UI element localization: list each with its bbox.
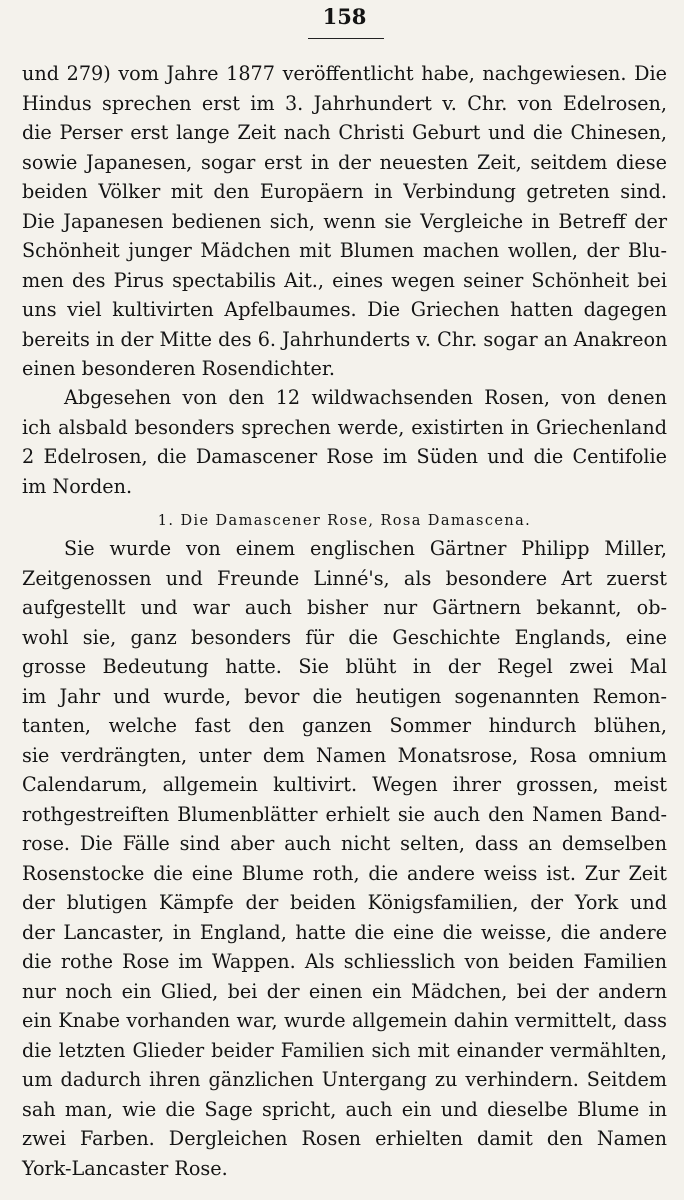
text-line: im Norden. — [22, 474, 133, 498]
text-line: einen besonderen Rosendichter. — [22, 357, 335, 380]
text-line: aufgestellt und war auch bisher nur Gärtnern bekannt, ob- — [22, 596, 667, 619]
text-line: Abgesehen von den 12 wildwachsenden Rosen, von denen — [64, 386, 667, 409]
book-page — [22, 0, 667, 1200]
text-line: grosse Bedeutung hatte. Sie blüht in der Regel zwei Mal — [22, 655, 667, 678]
text-line: Die Japanesen bedienen sich, wenn sie Vergleiche in Betreff der — [22, 209, 667, 233]
text-line: ich alsbald besonders sprechen werde, existirten in Griechenland — [22, 415, 667, 439]
paragraph-damascener-rose — [22, 534, 667, 1183]
text-line: bereits in der Mitte des 6. Jahrhunderts v. Chr. sogar an Anakreon — [22, 327, 668, 351]
paragraph-continuation — [22, 59, 667, 384]
text-line: Zeitgenossen und Freunde Linné's, als besondere Art zuerst — [22, 566, 667, 590]
text-line: rose. Die Fälle sind aber auch nicht selten, dass an demselben — [22, 832, 667, 855]
text-line: ein Knabe vorhanden war, wurde allgemein dahin vermittelt, dass — [22, 1009, 667, 1032]
text-line: 2 Edelrosen, die Damascener Rose im Süden und die Centifolie — [22, 445, 667, 468]
text-line: Hindus sprechen erst im 3. Jahrhundert v. Chr. von Edelrosen, — [22, 91, 667, 115]
text-line: sah man, wie die Sage spricht, auch ein und dieselbe Blume in — [22, 1097, 667, 1121]
text-line: York-Lancaster Rose. — [22, 1156, 228, 1180]
text-line: uns viel kultivirten Apfelbaumes. Die Griechen hatten dagegen — [22, 298, 667, 321]
text-line: men des Pirus spectabilis Ait., eines wegen seiner Schönheit bei — [22, 268, 667, 292]
text-line: Rosenstocke die eine Blume roth, die andere weiss ist. Zur Zeit — [22, 861, 667, 885]
text-line: nur noch ein Glied, bei der einen ein Mädchen, bei der andern — [22, 979, 667, 1003]
text-line: beiden Völker mit den Europäern in Verbindung getreten sind. — [22, 180, 667, 203]
page-number-underline — [308, 38, 384, 39]
text-line: die Perser erst lange Zeit nach Christi Geburt und die Chinesen, — [22, 121, 667, 144]
text-line: sie verdrängten, unter dem Namen Monatsrose, Rosa omnium — [22, 743, 667, 767]
text-line: der blutigen Kämpfe der beiden Königsfamilien, der York und — [22, 891, 667, 914]
text-line: sowie Japanesen, sogar erst in der neuesten Zeit, seitdem diese — [22, 150, 667, 174]
paragraph-rose-species — [22, 383, 667, 501]
text-line: wohl sie, ganz besonders für die Geschichte Englands, eine — [22, 625, 667, 649]
text-line: um dadurch ihren gänzlichen Untergang zu verhindern. Seitdem — [22, 1068, 667, 1091]
text-line: und 279) vom Jahre 1877 veröffentlicht habe, nachgewiesen. Die — [22, 62, 667, 85]
text-line: im Jahr und wurde, bevor die heutigen sogenannten Remon- — [22, 684, 667, 708]
text-line: der Lancaster, in England, hatte die eine die weisse, die andere — [22, 920, 667, 944]
page-number: 158 — [322, 4, 367, 29]
text-line: Schönheit junger Mädchen mit Blumen machen wollen, der Blu- — [22, 239, 667, 262]
text-line: tanten, welche fast den ganzen Sommer hindurch blühen, — [22, 714, 667, 737]
text-line: die rothe Rose im Wappen. Als schliesslich von beiden Familien — [22, 950, 667, 973]
text-line: zwei Farben. Dergleichen Rosen erhielten damit den Namen — [22, 1127, 667, 1150]
text-line: rothgestreiften Blumenblätter erhielt sie auch den Namen Band- — [22, 802, 667, 826]
section-heading: 1. Die Damascener Rose, Rosa Damascena. — [157, 513, 532, 529]
text-line: Calendarum, allgemein kultivirt. Wegen ihrer grossen, meist — [22, 773, 667, 796]
text-line: die letzten Glieder beider Familien sich mit einander vermählten, — [22, 1038, 667, 1062]
text-line: Sie wurde von einem englischen Gärtner Philipp Miller, — [64, 537, 667, 560]
